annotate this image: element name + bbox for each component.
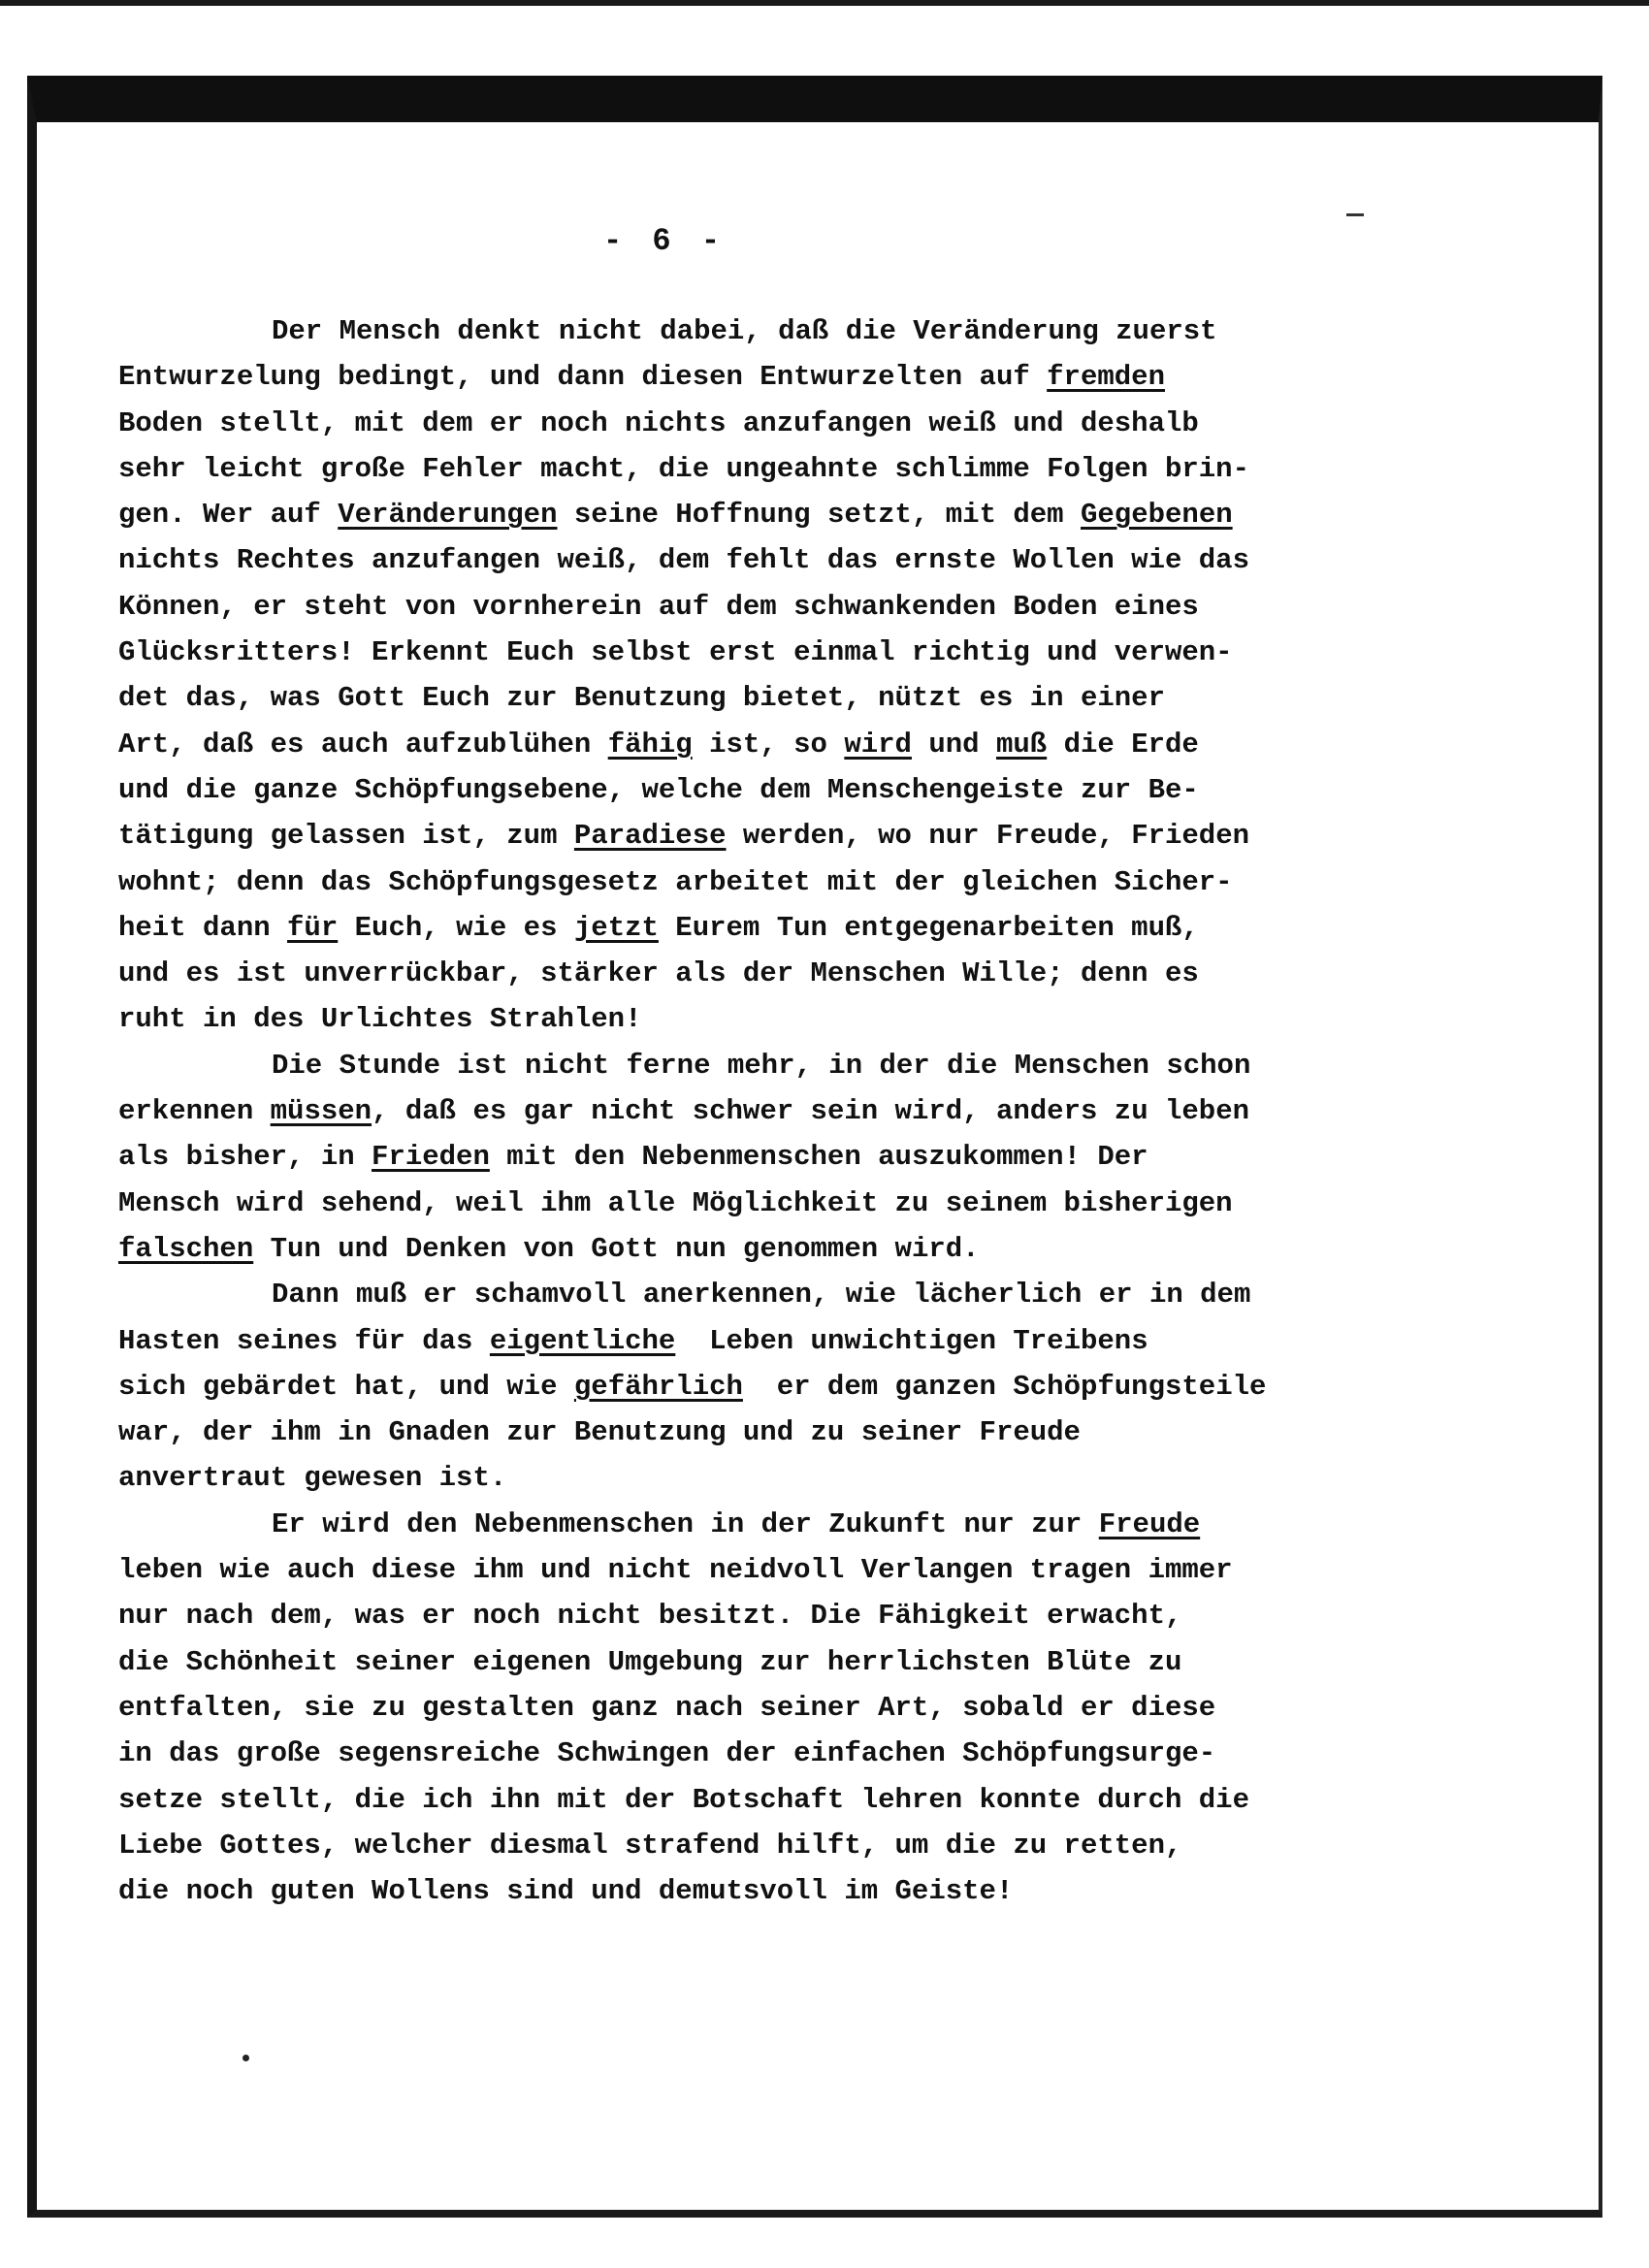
text-segment: Hasten seines für das <box>118 1324 490 1357</box>
text-segment: in das große segensreiche Schwingen der einfachen Schöpfungsurge- <box>118 1737 1216 1770</box>
text-line <box>118 1043 1418 1088</box>
text-line <box>118 813 1418 859</box>
underlined-word: fremden <box>1047 361 1165 394</box>
text-segment: gen. Wer auf <box>118 499 339 532</box>
text-segment: die Erde <box>1047 728 1199 761</box>
underlined-word: muß <box>995 728 1048 761</box>
text-segment: Dann muß er schamvoll anerkennen, wie lächerlich er in dem <box>272 1279 1251 1312</box>
underlined-word: eigentliche <box>489 1324 676 1357</box>
text-segment: und <box>911 728 996 761</box>
underlined-word: falschen <box>118 1232 254 1265</box>
text-segment: mit den Nebenmenschen auszukommen! Der <box>489 1141 1148 1174</box>
text-line <box>118 1823 1418 1868</box>
text-segment: ist, so <box>692 728 845 761</box>
text-line <box>118 722 1418 767</box>
ink-dash-mark <box>1346 213 1364 216</box>
text-segment: Er wird den Nebenmenschen in der Zukunft nur zur <box>272 1507 1099 1540</box>
text-segment: als bisher, in <box>118 1141 372 1174</box>
text-segment: setze stellt, die ich ihn mit der Botschaft lehren konnte durch die <box>118 1783 1249 1816</box>
text-line <box>118 767 1418 813</box>
underlined-word: fähig <box>607 728 693 761</box>
text-line <box>118 1731 1418 1776</box>
underlined-word: für <box>287 911 339 944</box>
text-segment: wohnt; denn das Schöpfungsgesetz arbeitet mit der gleichen Sicher- <box>118 865 1233 898</box>
text-line <box>118 537 1418 583</box>
text-segment: Glücksritters! Erkennt Euch selbst erst einmal richtig und verwen- <box>118 636 1233 669</box>
text-segment: entfalten, sie zu gestalten ganz nach seiner Art, sobald er diese <box>118 1691 1216 1724</box>
text-line <box>118 1868 1418 1914</box>
text-line <box>118 446 1418 492</box>
underlined-word: Freude <box>1098 1507 1201 1540</box>
underlined-word: Gegebenen <box>1081 499 1233 532</box>
text-line <box>118 859 1418 905</box>
text-segment: Leben unwichtigen Treibens <box>675 1324 1148 1357</box>
text-segment: nur nach dem, was er noch nicht besitzt. Die Fähigkeit erwacht, <box>118 1600 1182 1633</box>
text-line <box>118 308 1418 354</box>
text-segment: det das, was Gott Euch zur Benutzung bietet, nützt es in einer <box>118 682 1165 715</box>
text-line <box>118 1134 1418 1180</box>
text-line <box>118 492 1418 537</box>
text-segment: er dem ganzen Schöpfungsteile <box>742 1370 1267 1403</box>
text-segment: werden, wo nur Freude, Frieden <box>726 820 1250 853</box>
text-line <box>118 1088 1418 1134</box>
text-line <box>118 584 1418 630</box>
text-segment: Boden stellt, mit dem er noch nichts anzufangen weiß und deshalb <box>118 406 1199 439</box>
text-line <box>118 951 1418 996</box>
text-segment: und es ist unverrückbar, stärker als der Menschen Wille; denn es <box>118 957 1199 990</box>
text-segment: seine Hoffnung setzt, mit dem <box>557 499 1081 532</box>
underlined-word: Veränderungen <box>338 499 558 532</box>
text-line <box>118 996 1418 1042</box>
text-segment: die noch guten Wollens sind und demutsvoll im Geiste! <box>118 1875 1014 1908</box>
text-segment: tätigung gelassen ist, zum <box>118 820 574 853</box>
underlined-word: müssen <box>270 1095 372 1128</box>
text-segment: leben wie auch diese ihm und nicht neidvoll Verlangen tragen immer <box>118 1554 1233 1587</box>
text-line <box>118 354 1418 400</box>
text-segment: sich gebärdet hat, und wie <box>118 1370 574 1403</box>
underlined-word: gefährlich <box>573 1370 743 1403</box>
text-segment: die Schönheit seiner eigenen Umgebung zur herrlichsten Blüte zu <box>118 1645 1182 1678</box>
text-line <box>118 1502 1418 1547</box>
text-segment: , daß es gar nicht schwer sein wird, anders zu leben <box>372 1095 1250 1128</box>
text-line <box>118 1318 1418 1364</box>
text-line <box>118 1272 1418 1317</box>
text-segment: sehr leicht große Fehler macht, die ungeahnte schlimme Folgen brin- <box>118 452 1249 485</box>
text-segment: heit dann <box>118 911 288 944</box>
text-segment: anvertraut gewesen ist. <box>118 1462 507 1495</box>
text-segment: Der Mensch denkt nicht dabei, daß die Veränderung zuerst <box>272 315 1217 347</box>
text-segment: Eurem Tun entgegenarbeiten muß, <box>658 911 1199 944</box>
text-segment: Art, daß es auch aufzublühen <box>118 728 608 761</box>
underlined-word: Paradiese <box>573 820 727 853</box>
text-segment: und die ganze Schöpfungsebene, welche dem Menschengeiste zur Be- <box>118 773 1199 806</box>
text-line <box>118 1364 1418 1409</box>
text-segment: Entwurzelung bedingt, und dann diesen Entwurzelten auf <box>118 361 1048 394</box>
text-segment: Die Stunde ist nicht ferne mehr, in der die Menschen schon <box>272 1049 1251 1082</box>
text-line <box>118 1777 1418 1823</box>
text-line <box>118 401 1418 446</box>
text-segment: Liebe Gottes, welcher diesmal strafend hilft, um die zu retten, <box>118 1829 1182 1862</box>
text-segment: war, der ihm in Gnaden zur Benutzung und zu seiner Freude <box>118 1416 1081 1449</box>
underlined-word: wird <box>844 728 912 761</box>
text-line <box>118 1226 1418 1272</box>
text-segment: Euch, wie es <box>338 911 574 944</box>
text-segment: Können, er steht von vornherein auf dem schwankenden Boden eines <box>118 590 1199 623</box>
text-line <box>118 1685 1418 1731</box>
text-segment: nichts Rechtes anzufangen weiß, dem fehlt das ernste Wollen wie das <box>118 544 1249 577</box>
underlined-word: jetzt <box>573 911 659 944</box>
underlined-word: Frieden <box>372 1141 490 1174</box>
text-line <box>118 1639 1418 1685</box>
text-line <box>118 1455 1418 1501</box>
scan-top-edge <box>0 0 1649 6</box>
text-line <box>118 675 1418 721</box>
text-segment: Mensch wird sehend, weil ihm alle Möglichkeit zu seinem bisherigen <box>118 1186 1233 1219</box>
ink-speck <box>242 2055 249 2061</box>
text-line <box>118 905 1418 951</box>
text-segment: ruht in des Urlichtes Strahlen! <box>118 1003 642 1036</box>
text-segment: erkennen <box>118 1095 271 1128</box>
text-line <box>118 1593 1418 1638</box>
page-number: - 6 - <box>603 223 727 259</box>
text-line <box>118 630 1418 675</box>
text-line <box>118 1181 1418 1226</box>
document-body <box>118 308 1418 1914</box>
text-line <box>118 1547 1418 1593</box>
text-segment: Tun und Denken von Gott nun genommen wird. <box>253 1232 980 1265</box>
text-line <box>118 1409 1418 1455</box>
